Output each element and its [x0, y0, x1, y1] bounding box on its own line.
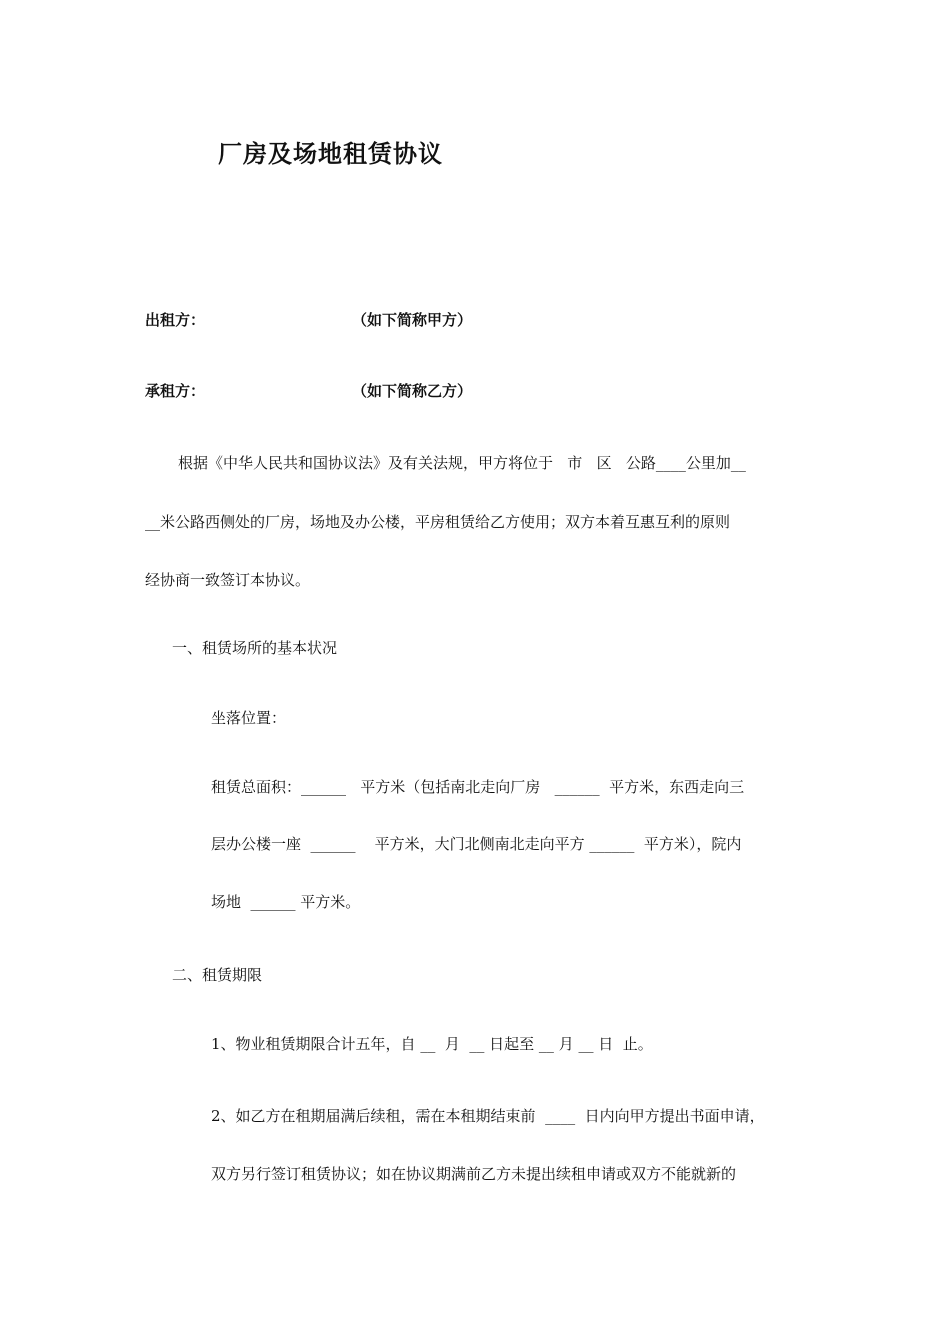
- lessee-label: 承租方：: [145, 382, 206, 400]
- lessor-note: （如下简称甲方）: [352, 311, 473, 329]
- intro-line-3: 经协商一致签订本协议。: [145, 571, 311, 589]
- area-line-1: 租赁总面积：______ 平方米（包括南北走向厂房 ______ 平方米，东西走向三: [211, 778, 745, 796]
- lessor-label: 出租方：: [145, 311, 206, 329]
- location-line: 坐落位置：: [211, 709, 287, 727]
- area-line-2: 层办公楼一座 ______ 平方米，大门北侧南北走向平方 ______ 平方米），院内: [211, 835, 742, 853]
- term-item-2-line-1: 2、如乙方在租期届满后续租，需在本租期结束前 ____ 日内向甲方提出书面申请，: [211, 1107, 765, 1125]
- section-1-heading: 一、租赁场所的基本状况: [172, 639, 338, 657]
- document-title: 厂房及场地租赁协议: [218, 139, 443, 168]
- section-2-heading: 二、租赁期限: [172, 966, 263, 984]
- intro-line-1: 根据《中华人民共和国协议法》及有关法规，甲方将位于 市 区 公路____公里加__: [178, 454, 746, 472]
- area-line-3: 场地 ______ 平方米。: [211, 893, 361, 911]
- intro-line-2: __米公路西侧处的厂房，场地及办公楼，平房租赁给乙方使用；双方本着互惠互利的原则: [145, 513, 731, 531]
- lessee-note: （如下简称乙方）: [352, 382, 473, 400]
- term-item-2-line-2: 双方另行签订租赁协议；如在协议期满前乙方未提出续租申请或双方不能就新的: [211, 1165, 737, 1183]
- term-item-1: 1、物业租赁期限合计五年，自 __ 月 __ 日起至 __ 月 __ 日 止。: [211, 1035, 653, 1053]
